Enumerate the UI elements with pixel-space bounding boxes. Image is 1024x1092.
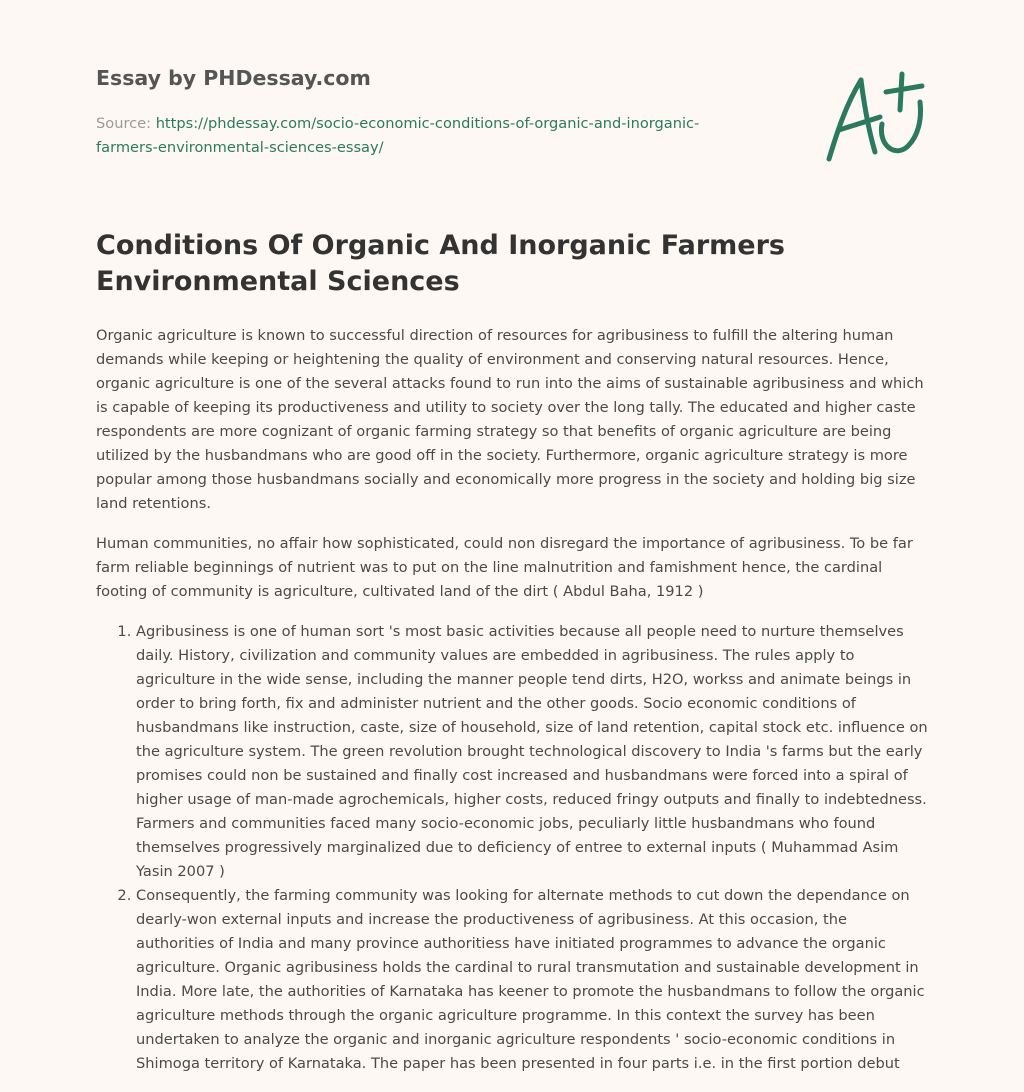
list-item: 1. Agribusiness is one of human sort 's most basic activities because all people need to nurture themselves daily. History, civilization and community values are embedded in agribusiness. The rules apply to agriculture in the wide sense, including the manner people tend dirts, H2O, workss and animate beings in order to bring forth, fix and administer nutrient and the other goods. Socio economic conditions of husbandmans like instruction, caste, size of household, size of land retention, capital stock etc. influence on the agriculture system. The green revolution brought technological discovery to India 's farms but the early promises could non be sustained and finally cost increased and husbandmans were forced into a spiral of higher usage of man-made agrochemicals, higher costs, reduced fringy outputs and finally to indebtedness. Farmers and communities faced many socio-economic jobs, peculiarly little husbandmans who found themselves progressively marginalized due to deficiency of entree to external inputs ( Muhammad Asim Yasin 2007 ) xyxy=(136,620,930,884)
site-brand: Essay by PHDessay.com xyxy=(96,66,371,90)
a-plus-logo-icon xyxy=(818,66,930,166)
source-link-line-2: farmers-environmental-sciences-essay/ xyxy=(96,139,384,156)
source-link-line-1: https://phdessay.com/socio-economic-conditions-of-organic-and-inorganic- xyxy=(155,115,700,132)
paragraph: Organic agriculture is known to successful direction of resources for agribusiness to fulfill the altering human demands while keeping or heightening the quality of environment and conserving natural resources. Hence, organic agriculture is one of the several attacks found to run into the aims of sustainable agribusiness and which is capable of keeping its productiveness and utility to society over the long tally. The educated and higher caste respondents are more cognizant of organic farming strategy so that benefits of organic agriculture are being utilized by the husbandmans who are good off in the society. Furthermore, organic agriculture strategy is more popular among those husbandmans socially and economically more progress in the society and holding big size land retentions. xyxy=(96,327,924,512)
source-link[interactable] xyxy=(96,115,699,156)
source-line xyxy=(96,112,756,160)
essay-body xyxy=(96,324,930,1076)
essay-title: Conditions Of Organic And Inorganic Farmers Environmental Sciences xyxy=(96,230,786,297)
list-item: 2. Consequently, the farming community was looking for alternate methods to cut down the dependance on dearly-won external inputs and increase the productiveness of agribusiness. At this occasion, the authorities of India and many province authoritiess have initiated programmes to advance the organic agriculture. Organic agribusiness holds the cardinal to rural transmutation and sustainable development in India. More late, the authorities of Karnataka has keener to promote the husbandmans to follow the organic agriculture methods through the organic agriculture programme. In this context the survey has been undertaken to analyze the organic and inorganic agriculture respondents ' socio-economic conditions in Shimoga territory of Karnataka. The paper has been presented in four parts i.e. in the first portion debut xyxy=(136,884,930,1076)
paragraph: Human communities, no affair how sophisticated, could non disregard the importance of agribusiness. To be far farm reliable beginnings of nutrient was to put on the line malnutrition and famishment hence, the cardinal footing of community is agriculture, cultivated land of the dirt ( Abdul Baha, 1912 ) xyxy=(96,535,913,600)
source-label: Source: xyxy=(96,115,152,132)
numbered-list xyxy=(96,620,930,1076)
